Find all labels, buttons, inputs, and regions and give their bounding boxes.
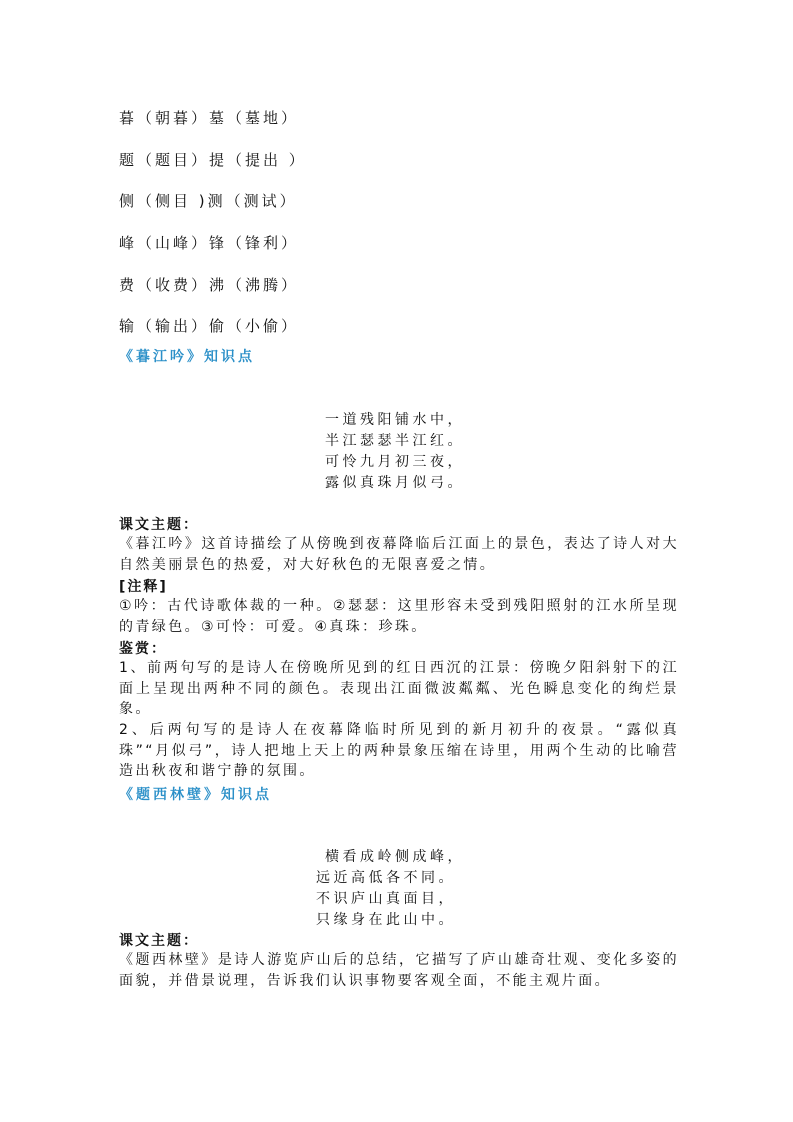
section-heading-mujiangyin: 《暮江吟》知识点	[119, 349, 255, 365]
poem1-line-1: 一道残阳铺水中，	[325, 412, 465, 428]
word-pair-1: 暮（朝暮）墓（墓地）	[119, 109, 300, 127]
poem1-theme-label: 课文主题：	[119, 517, 199, 533]
poem2-line-4: 只缘身在此山中。	[316, 912, 456, 928]
poem1-line-2: 半江瑟瑟半江红。	[325, 433, 465, 449]
word-pair-4: 峰（山峰）锋（锋利）	[119, 234, 300, 252]
word-pair-6: 输（输出）偷（小偷）	[119, 317, 300, 335]
poem1-appreciation-label: 鉴赏：	[119, 641, 167, 657]
word-pair-5: 费（收费）沸（沸腾）	[119, 276, 300, 294]
poem1-notes-label: [注释]	[119, 579, 168, 595]
poem2-theme-text: 《题西林壁》是诗人游览庐山后的总结，它描写了庐山雄奇壮观、变化多姿的面貌，并借景说理，告诉我们认识事物要客观全面，不能主观片面。	[119, 952, 679, 989]
poem2-line-2: 远近高低各不同。	[316, 870, 456, 886]
poem1-appreciation-2: 2、后两句写的是诗人在夜幕降临时所见到的新月初升的夜景。“露似真珠”“月似弓”，诗人把地上天上的两种景象压缩在诗里，用两个生动的比喻营造出秋夜和谐宁静的氛围。	[119, 722, 679, 779]
poem1-theme-text: 《暮江吟》这首诗描绘了从傍晚到夜幕降临后江面上的景色，表达了诗人对大自然美丽景色的热爱，对大好秋色的无限喜爱之情。	[119, 536, 679, 573]
poem1-line-3: 可怜九月初三夜，	[325, 454, 465, 470]
section-heading-tixilinbi: 《题西林壁》知识点	[119, 787, 272, 803]
poem1-line-4: 露似真珠月似弓。	[325, 475, 465, 491]
word-pair-3: 侧（侧目 )测（测试）	[119, 192, 298, 210]
poem2-line-3: 不识庐山真面目，	[316, 891, 456, 907]
poem2-theme-label: 课文主题：	[119, 933, 199, 949]
poem2-line-1: 横看成岭侧成峰，	[325, 849, 465, 865]
poem1-notes-text: ①吟：古代诗歌体裁的一种。②瑟瑟：这里形容未受到残阳照射的江水所呈现的青绿色。③可怜：可爱。④真珠：珍珠。	[119, 598, 679, 635]
poem1-appreciation-1: 1、前两句写的是诗人在傍晚所见到的红日西沉的江景：傍晚夕阳斜射下的江面上呈现出两种不同的颜色。表现出江面微波粼粼、光色瞬息变化的绚烂景象。	[119, 660, 679, 717]
word-pair-2: 题（题目）提（提出 ）	[119, 151, 307, 169]
